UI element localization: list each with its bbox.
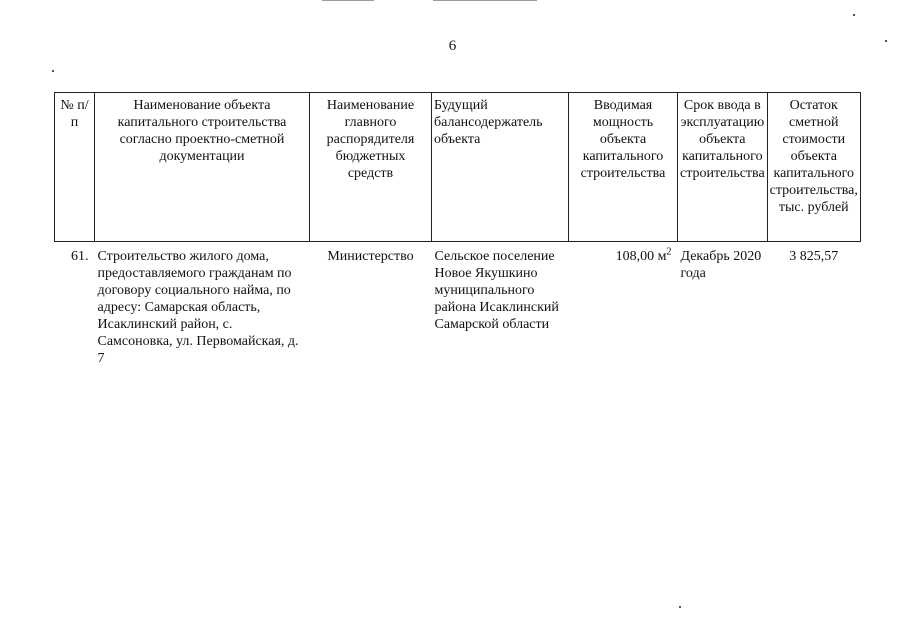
scan-artifact-line (322, 0, 374, 1)
header-manager: Наименование главного распорядителя бюджетных средств (310, 93, 432, 242)
row-manager: Министерство (327, 249, 414, 264)
row-capacity (569, 242, 678, 368)
scan-artifact-dot (679, 606, 681, 608)
header-deadline: Срок ввода в эксплуатацию объекта капитального строительства (678, 93, 768, 242)
scan-artifact-dot (853, 14, 855, 16)
capacity-value: 108,00 м (615, 249, 667, 264)
page-number: 6 (448, 38, 457, 54)
table-header-row (55, 93, 861, 242)
capacity-unit-superscript: 2 (666, 246, 672, 258)
row-deadline: Декабрь 2020 года (680, 249, 762, 281)
row-object-name: Строительство жилого дома, предоставляемого гражданам по договору социального найма, по адресу: Самарская область, Исаклинский район, с. Самсоновка, ул. Первомайская, д. 7 (97, 249, 299, 366)
header-object-name: Наименование объекта капитального строительства согласно проектно-сметной документации (95, 93, 310, 242)
objects-table (54, 92, 861, 367)
scan-artifact-line (433, 0, 537, 1)
header-remainder: Остаток сметной стоимости объекта капитального строительства, тыс. рублей (767, 93, 860, 242)
header-holder: Будущий балансодержатель объекта (432, 93, 569, 242)
row-number: 61. (71, 249, 89, 264)
row-remainder: 3 825,57 (789, 249, 839, 264)
scan-artifact-dot (52, 70, 54, 72)
row-holder: Сельское поселение Новое Якушкино муниципального района Исаклинский Самарской области (434, 249, 559, 332)
header-number: № п/п (55, 93, 95, 242)
header-capacity: Вводимая мощность объекта капитального строительства (569, 93, 678, 242)
table-row (55, 242, 861, 368)
